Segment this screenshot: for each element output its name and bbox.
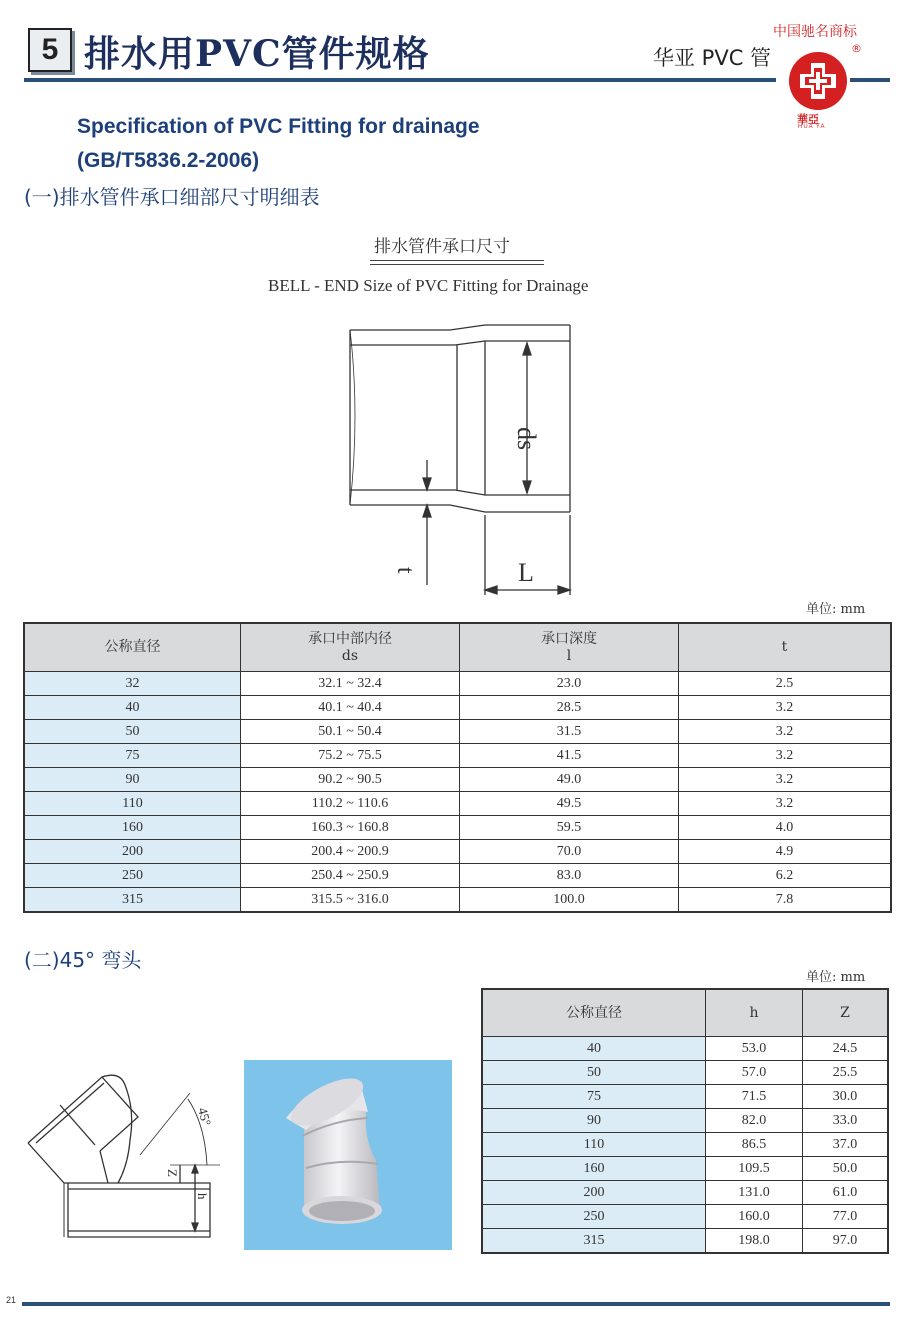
cell-nominal-diameter: 160 — [482, 1157, 706, 1181]
cell-z: 30.0 — [803, 1085, 889, 1109]
cell-z: 37.0 — [803, 1133, 889, 1157]
cell-t: 3.2 — [679, 744, 892, 768]
cell-t: 4.0 — [679, 816, 892, 840]
cell-nominal-diameter: 50 — [482, 1061, 706, 1085]
cell-nominal-diameter: 50 — [24, 720, 241, 744]
cell-ds: 315.5 ~ 316.0 — [241, 888, 460, 913]
diagram-title-cn: 排水管件承口尺寸 — [374, 237, 510, 257]
table-row — [24, 744, 891, 768]
footer-rule — [22, 1302, 890, 1306]
cell-h: 53.0 — [706, 1037, 803, 1061]
table-row — [24, 768, 891, 792]
cell-t: 2.5 — [679, 672, 892, 696]
cell-ds: 75.2 ~ 75.5 — [241, 744, 460, 768]
section2-heading: (二)45° 弯头 — [24, 948, 142, 972]
table-header-row — [24, 623, 891, 672]
elbow-table — [481, 988, 889, 1254]
cell-z: 50.0 — [803, 1157, 889, 1181]
label-h: h — [195, 1193, 210, 1200]
table-row — [24, 888, 891, 913]
cell-h: 198.0 — [706, 1229, 803, 1254]
cell-t: 4.9 — [679, 840, 892, 864]
cell-nominal-diameter: 315 — [24, 888, 241, 913]
table-row — [24, 792, 891, 816]
spec-title-line1: Specification of PVC Fitting for drainage — [77, 115, 480, 138]
cell-z: 61.0 — [803, 1181, 889, 1205]
cell-ds: 90.2 ~ 90.5 — [241, 768, 460, 792]
diagram-title-underline — [370, 260, 544, 261]
table-row — [24, 864, 891, 888]
cell-t: 3.2 — [679, 720, 892, 744]
header-ds: 承口中部内径 ds — [241, 623, 460, 672]
table-row — [482, 1061, 888, 1085]
header-nominal-diameter: 公称直径 — [24, 623, 241, 672]
cell-nominal-diameter: 160 — [24, 816, 241, 840]
logo-text: 華亞 — [797, 113, 819, 126]
cell-nominal-diameter: 110 — [482, 1133, 706, 1157]
registered-mark: ® — [851, 42, 862, 55]
cell-t: 7.8 — [679, 888, 892, 913]
brand-line: 华亚 PVC 管 — [653, 46, 772, 70]
cell-t: 3.2 — [679, 696, 892, 720]
diagram-title-en: BELL - END Size of PVC Fitting for Drainage — [268, 276, 589, 295]
trademark-note: 中国驰名商标 — [773, 24, 857, 40]
bell-end-diagram — [340, 315, 590, 605]
cell-nominal-diameter: 90 — [482, 1109, 706, 1133]
header-depth: 承口深度 l — [460, 623, 679, 672]
header-rule — [24, 78, 776, 82]
spec-title-line2: (GB/T5836.2-2006) — [77, 149, 260, 172]
label-z: Z — [165, 1169, 180, 1177]
cell-z: 97.0 — [803, 1229, 889, 1254]
header-nominal-diameter: 公称直径 — [482, 989, 706, 1037]
cell-ds: 40.1 ~ 40.4 — [241, 696, 460, 720]
cell-depth: 70.0 — [460, 840, 679, 864]
unit-label: 单位: mm — [806, 602, 866, 617]
cell-z: 25.5 — [803, 1061, 889, 1085]
diagram-title-underline — [370, 264, 544, 265]
table-row — [24, 672, 891, 696]
logo-subtext: HUA YA — [798, 124, 826, 130]
elbow-product-photo — [244, 1060, 452, 1250]
table-row — [482, 1109, 888, 1133]
spec-title — [77, 110, 480, 178]
cell-h: 57.0 — [706, 1061, 803, 1085]
cell-depth: 49.5 — [460, 792, 679, 816]
elbow-45-diagram — [20, 1065, 242, 1255]
cell-h: 160.0 — [706, 1205, 803, 1229]
cell-z: 77.0 — [803, 1205, 889, 1229]
cell-nominal-diameter: 90 — [24, 768, 241, 792]
table-row — [24, 720, 891, 744]
table-header-row — [482, 989, 888, 1037]
header-rule-right — [850, 78, 890, 82]
cell-nominal-diameter: 250 — [24, 864, 241, 888]
cell-t: 3.2 — [679, 768, 892, 792]
label-angle: 45° — [195, 1105, 215, 1128]
header-z: Z — [803, 989, 889, 1037]
cell-depth: 49.0 — [460, 768, 679, 792]
cell-ds: 32.1 ~ 32.4 — [241, 672, 460, 696]
cell-t: 6.2 — [679, 864, 892, 888]
cell-nominal-diameter: 40 — [482, 1037, 706, 1061]
table-row — [482, 1205, 888, 1229]
cell-nominal-diameter: 200 — [24, 840, 241, 864]
table-row — [482, 1085, 888, 1109]
cell-nominal-diameter: 110 — [24, 792, 241, 816]
table-row — [482, 1037, 888, 1061]
cell-h: 131.0 — [706, 1181, 803, 1205]
cell-h: 71.5 — [706, 1085, 803, 1109]
page-title: 排水用PVC管件规格 — [84, 33, 430, 75]
cell-h: 82.0 — [706, 1109, 803, 1133]
header-t: t — [679, 623, 892, 672]
cell-nominal-diameter: 250 — [482, 1205, 706, 1229]
header-h: h — [706, 989, 803, 1037]
label-t: t — [392, 567, 418, 574]
cell-depth: 41.5 — [460, 744, 679, 768]
cell-ds: 110.2 ~ 110.6 — [241, 792, 460, 816]
cell-nominal-diameter: 32 — [24, 672, 241, 696]
cell-nominal-diameter: 75 — [482, 1085, 706, 1109]
cell-h: 109.5 — [706, 1157, 803, 1181]
cell-z: 33.0 — [803, 1109, 889, 1133]
bell-end-table — [23, 622, 892, 913]
cell-nominal-diameter: 40 — [24, 696, 241, 720]
cell-depth: 59.5 — [460, 816, 679, 840]
cell-nominal-diameter: 75 — [24, 744, 241, 768]
table-row — [24, 816, 891, 840]
huaya-logo-icon — [787, 50, 849, 112]
cell-z: 24.5 — [803, 1037, 889, 1061]
cell-ds: 50.1 ~ 50.4 — [241, 720, 460, 744]
cell-h: 86.5 — [706, 1133, 803, 1157]
cell-ds: 200.4 ~ 200.9 — [241, 840, 460, 864]
cell-depth: 31.5 — [460, 720, 679, 744]
table-row — [482, 1229, 888, 1254]
table-row — [482, 1133, 888, 1157]
section1-heading: (一)排水管件承口细部尺寸明细表 — [24, 185, 320, 209]
cell-depth: 100.0 — [460, 888, 679, 913]
page-number: 21 — [6, 1295, 17, 1305]
cell-t: 3.2 — [679, 792, 892, 816]
unit-label: 单位: mm — [806, 970, 866, 985]
label-L: L — [518, 558, 534, 587]
label-ds: ds — [512, 427, 541, 451]
table-row — [24, 696, 891, 720]
section-number: 5 — [28, 28, 72, 72]
elbow-photo-icon — [244, 1060, 452, 1250]
cell-depth: 28.5 — [460, 696, 679, 720]
cell-depth: 23.0 — [460, 672, 679, 696]
cell-ds: 250.4 ~ 250.9 — [241, 864, 460, 888]
cell-depth: 83.0 — [460, 864, 679, 888]
table-row — [24, 840, 891, 864]
cell-nominal-diameter: 315 — [482, 1229, 706, 1254]
cell-ds: 160.3 ~ 160.8 — [241, 816, 460, 840]
table-row — [482, 1157, 888, 1181]
table-row — [482, 1181, 888, 1205]
cell-nominal-diameter: 200 — [482, 1181, 706, 1205]
